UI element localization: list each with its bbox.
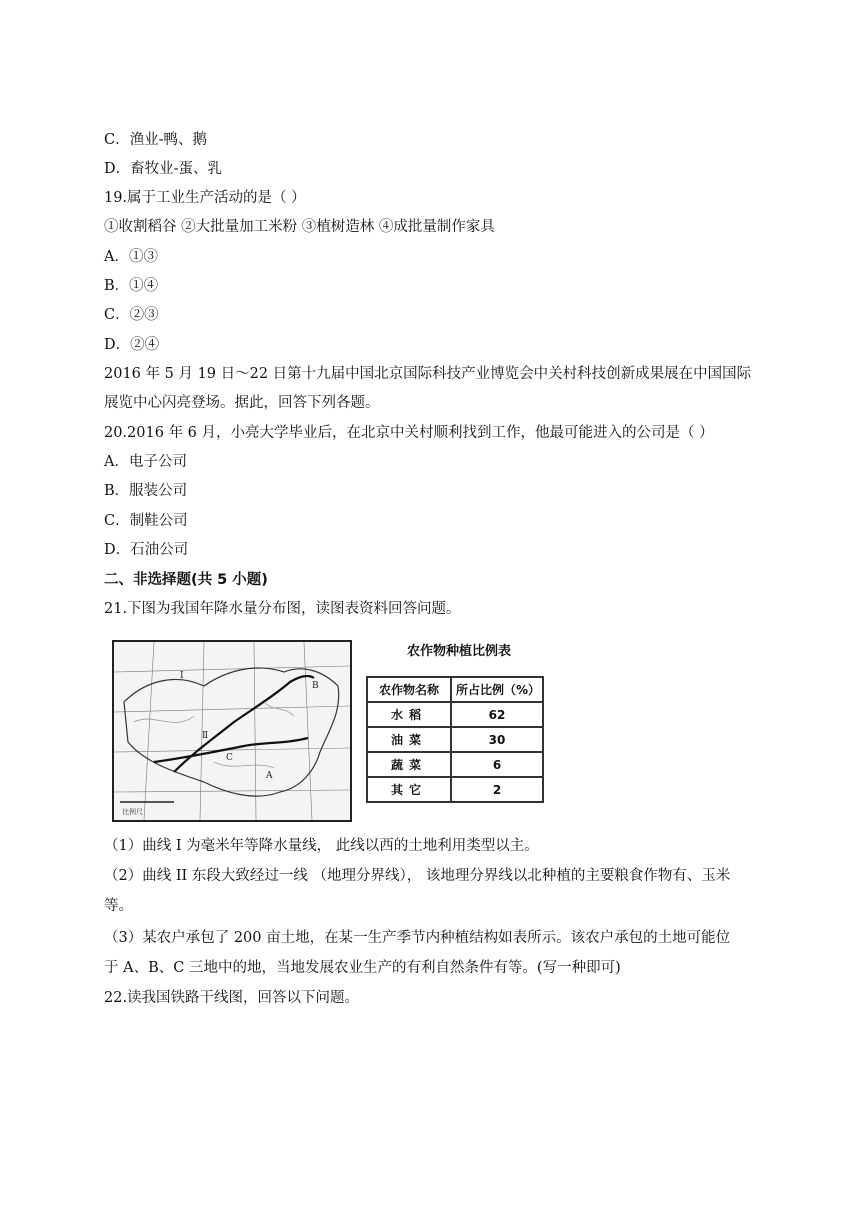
question-22: 22.读我国铁路干线图，回答以下问题。: [104, 990, 360, 1006]
option-a-19: A．①③: [104, 249, 158, 265]
question-21-3: （3）某农户承包了 200 亩土地，在某一生产季节内种植结构如表所示。该农户承包的土地可能位: [104, 930, 731, 946]
line-d-livestock: D．畜牧业-蛋、乳: [104, 161, 223, 177]
crop-value: 30: [451, 727, 543, 752]
passage-line-1: 2016 年 5 月 19 日～22 日第十九届中国北京国际科技产业博览会中关村科技创新成果展在中国国际: [104, 366, 752, 382]
question-21-1: （1）曲线 I 为毫米年等降水量线， 此线以西的土地利用类型以主。: [104, 838, 539, 854]
question-21: 21.下图为我国年降水量分布图，读图表资料回答问题。: [104, 601, 461, 617]
passage-line-2: 展览中心闪亮登场。据此，回答下列各题。: [104, 395, 380, 411]
question-20: 20.2016 年 6 月，小亮大学毕业后，在北京中关村顺利找到工作，他最可能进入的公司是（ ）: [104, 425, 714, 441]
map-label-1: Ⅰ: [180, 671, 184, 681]
crop-value: 62: [451, 702, 543, 727]
question-19: 19.属于工业生产活动的是（ ）: [104, 190, 306, 206]
crop-name: 油菜: [367, 727, 451, 752]
section-heading: 二、非选择题(共 5 小题): [104, 572, 268, 588]
map-scale: 比例尺: [122, 808, 143, 816]
crop-name: 水稻: [367, 702, 451, 727]
question-21-2: （2）曲线 II 东段大致经过一线 （地理分界线）， 该地理分界线以北种植的主要粮食作物有、玉米: [104, 868, 731, 884]
option-c-19: C．②③: [104, 307, 159, 323]
map-label-c: C: [226, 753, 233, 763]
option-a-20: A．电子公司: [104, 454, 187, 470]
crop-value: 2: [451, 777, 543, 802]
precipitation-map: [112, 640, 352, 822]
map-label-a: A: [266, 771, 273, 781]
header-crop-name: 农作物名称: [367, 677, 451, 702]
option-c-20: C．制鞋公司: [104, 513, 188, 529]
table-title: 农作物种植比例表: [406, 644, 511, 659]
crop-name: 蔬菜: [367, 752, 451, 777]
question-21-3-cont: 于 A、B、C 三地中的地，当地发展农业生产的有利自然条件有等。(写一种即可): [104, 960, 621, 976]
crop-name: 其它: [367, 777, 451, 802]
map-label-b: B: [312, 681, 319, 691]
table-row: [367, 752, 543, 777]
map-label-2: Ⅱ: [202, 731, 209, 741]
question-21-2-cont: 等。: [104, 898, 133, 914]
option-b-20: B．服装公司: [104, 483, 188, 499]
crop-value: 6: [451, 752, 543, 777]
option-d-19: D．②④: [104, 337, 160, 353]
question-19-items: ①收割稻谷 ②大批量加工米粉 ③植树造林 ④成批量制作家具: [104, 219, 495, 235]
table-row: [367, 702, 543, 727]
option-d-20: D．石油公司: [104, 542, 189, 558]
table-row: [367, 727, 543, 752]
crop-table: [366, 676, 544, 803]
line-c-fishery: C．渔业-鸭、鹅: [104, 132, 207, 148]
option-b-19: B．①④: [104, 278, 159, 294]
header-percentage: 所占比例（%）: [451, 677, 543, 702]
table-row: [367, 777, 543, 802]
table-header-row: [367, 677, 543, 702]
